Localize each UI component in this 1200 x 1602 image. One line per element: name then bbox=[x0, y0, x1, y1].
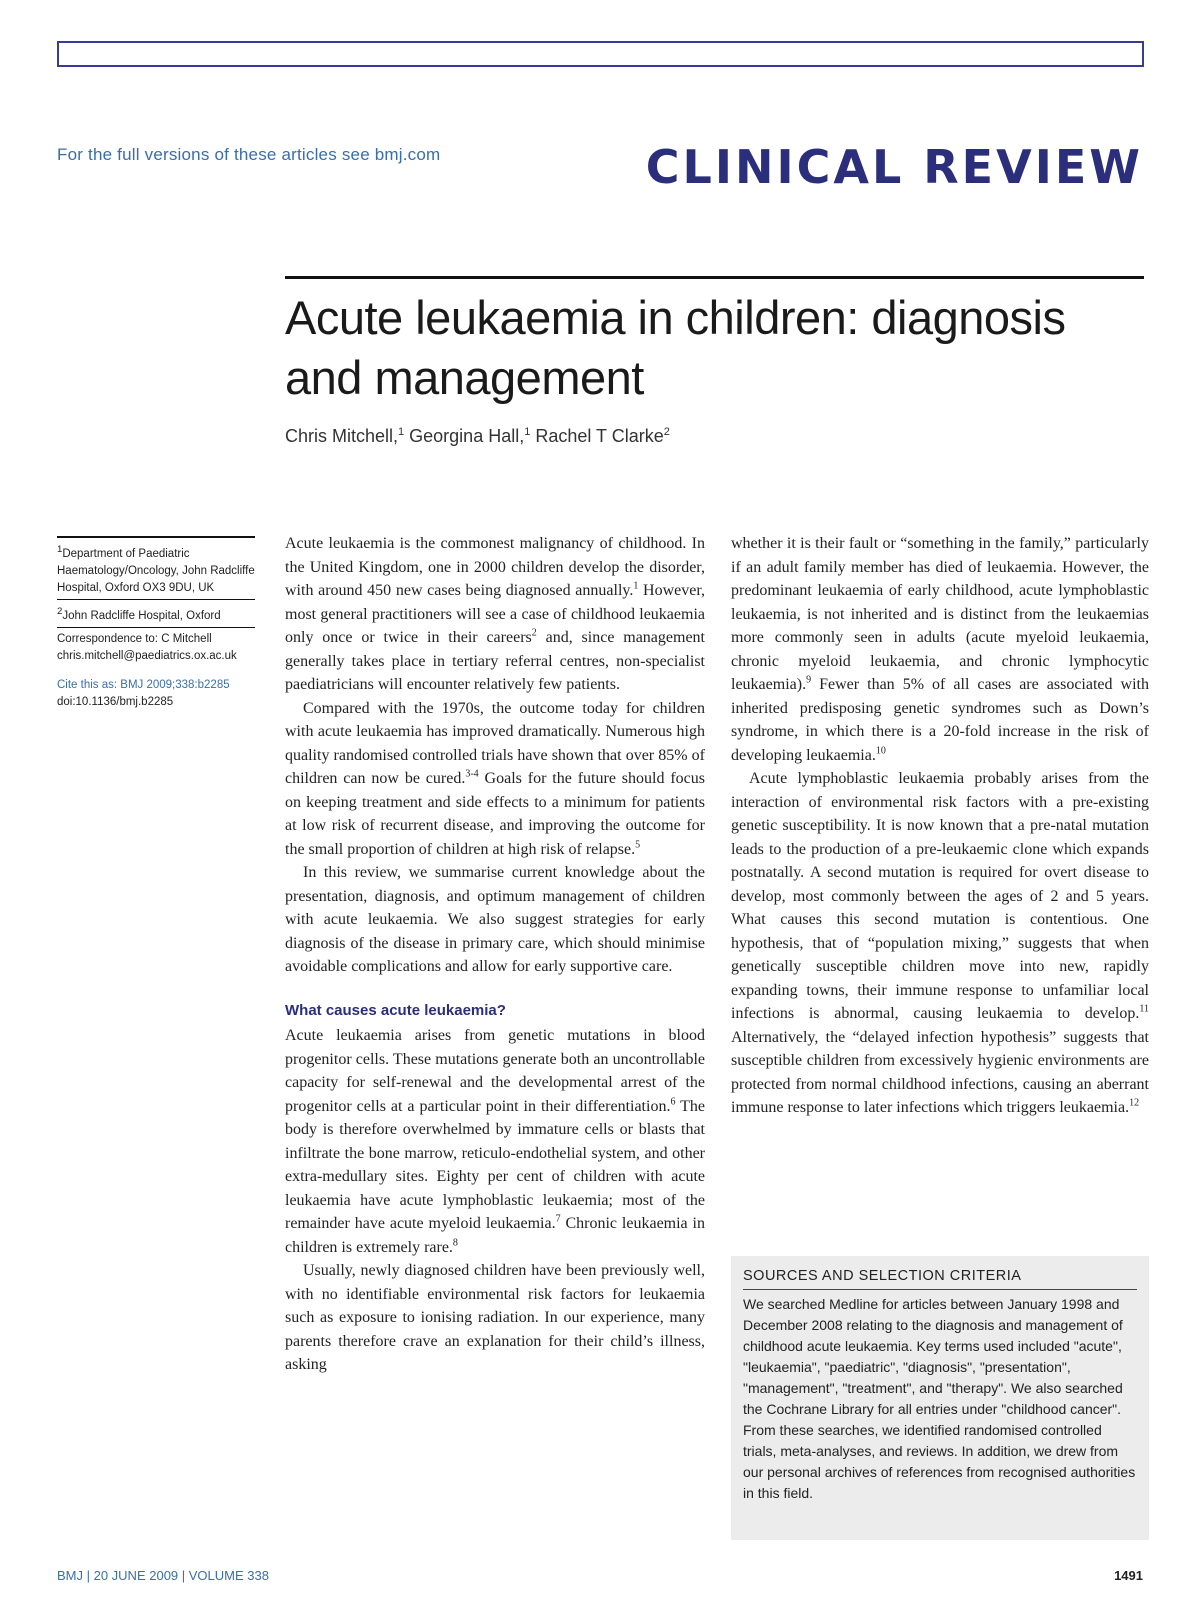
author-name: Rachel T Clarke bbox=[530, 426, 664, 446]
reference-marker[interactable]: 9 bbox=[806, 674, 812, 686]
text: whether it is their fault or “something in the family,” particularly if an adult family member has died of leukaemia. However, the predominant leukaemia of early childhood, acute lymphoblastic leukaemia, is not inherited and is distinct from the leukaemias more commonly seen in adults (acute myeloid leukaemia, chronic myeloid leukaemia, and chronic lymphocytic leukaemia). bbox=[731, 535, 1149, 693]
reference-marker[interactable]: 3-4 bbox=[465, 768, 479, 780]
text: and, since management generally takes place in tertiary referral centres, non-specialist paediatricians will encounter relatively few patients. bbox=[285, 629, 705, 693]
paragraph bbox=[731, 532, 1149, 767]
affiliation-text: Department of Paediatric Haematology/Oncology, John Radcliffe Hospital, Oxford OX3 9DU, UK bbox=[57, 547, 255, 594]
full-versions-note: For the full versions of these articles see bmj.com bbox=[57, 145, 441, 164]
text: Alternatively, the “delayed infection hypothesis” suggests that susceptible children from excessively hygienic environments are protected from normal childhood infections, causing an aberrant immune response to later infections which triggers leukaemia. bbox=[731, 1028, 1149, 1116]
sources-box bbox=[731, 1256, 1149, 1540]
sources-body: We searched Medline for articles between January 1998 and December 2008 relating to the diagnosis and management of childhood acute leukaemia. Key terms used included "acute", "leukaemia", "paediatric", "diagnosis", "presentation", "management", "treatment", and "therapy". We also searched the Cochrane Library for all entries under "childhood cancer". From these searches, we identified randomised controlled trials, meta-analyses, and reviews. In addition, we drew from our personal archives of references from recognised authorities in this field. bbox=[743, 1296, 1136, 1501]
paragraph bbox=[285, 1024, 705, 1259]
sidebar-divider bbox=[57, 627, 255, 628]
header-frame bbox=[57, 41, 1144, 67]
citation: Cite this as: BMJ 2009;338:b2285 bbox=[57, 678, 230, 691]
reference-marker[interactable]: 12 bbox=[1129, 1097, 1140, 1109]
reference-marker[interactable]: 6 bbox=[670, 1096, 676, 1108]
author-list bbox=[285, 426, 670, 447]
text: Acute leukaemia arises from genetic mutations in blood progenitor cells. These mutations generate both an uncontrollable capacity for self-renewal and the developmental arrest of the progenitor cells at a particular point in their differentiation. bbox=[285, 1027, 705, 1115]
text: Chronic leukaemia in children is extremely rare. bbox=[285, 1215, 706, 1256]
text: Goals for the future should focus on keeping treatment and side effects to a minimum for patients at low risk of recurrent disease, and improving the outcome for the small proportion of children at high risk of relapse. bbox=[285, 770, 706, 858]
affiliation-2 bbox=[57, 603, 255, 625]
journal-footer: BMJ | 20 JUNE 2009 | VOLUME 338 bbox=[57, 1568, 269, 1583]
affiliation-1 bbox=[57, 541, 255, 597]
reference-marker[interactable]: 8 bbox=[452, 1237, 458, 1249]
page-number: 1491 bbox=[1114, 1568, 1143, 1583]
text: Fewer than 5% of all cases are associated with inherited predisposing genetic syndromes such as Down’s syndrome, in which there is a 20-fold increase in the risk of developing leukaemia. bbox=[731, 676, 1149, 764]
reference-marker[interactable]: 5 bbox=[635, 839, 641, 851]
title-rule bbox=[285, 276, 1144, 279]
reference-marker[interactable]: 11 bbox=[1139, 1003, 1149, 1015]
author-affiliation-ref: 1 bbox=[398, 426, 405, 438]
sources-heading: SOURCES AND SELECTION CRITERIA bbox=[743, 1266, 1137, 1290]
doi[interactable]: doi:10.1136/bmj.b2285 bbox=[57, 695, 174, 708]
sidebar-rule bbox=[57, 536, 255, 538]
paragraph bbox=[285, 532, 705, 697]
body-column-1 bbox=[285, 532, 705, 1377]
article-title: Acute leukaemia in children: diagnosis and management bbox=[285, 291, 1066, 404]
author-name: Georgina Hall, bbox=[404, 426, 525, 446]
text: Acute lymphoblastic leukaemia probably arises from the interaction of environmental risk factors with a pre-existing genetic susceptibility. It is now known that a pre-natal mutation leads to the production of a pre-leukaemic clone which expands postnatally. A second mutation is required for overt disease to develop, most commonly between the ages of 2 and 5 years. What causes this second mutation is contentious. One hypothesis, that of “population mixing,” suggests that when genetically susceptible children move into new, rapidly expanding towns, their immune response to unfamiliar local infections is abnormal, causing leukaemia to develop. bbox=[731, 770, 1149, 1022]
affiliations-sidebar bbox=[57, 536, 255, 711]
affiliation-marker: 1 bbox=[57, 544, 63, 555]
paragraph: In this review, we summarise current knowledge about the presentation, diagnosis, and optimum management of children with acute leukaemia. We also suggest strategies for early diagnosis of the disease in primary care, which should minimise avoidable complications and allow for early supportive care. bbox=[285, 864, 705, 975]
reference-marker[interactable]: 1 bbox=[633, 580, 639, 592]
sidebar-divider bbox=[57, 599, 255, 600]
reference-marker[interactable]: 10 bbox=[875, 745, 886, 757]
reference-marker[interactable]: 2 bbox=[531, 627, 537, 639]
text: Compared with the 1970s, the outcome today for children with acute leukaemia has improved dramatically. Numerous high quality randomised controlled trials have shown that over 85% of children can now be cured. bbox=[285, 699, 705, 787]
affiliation-text: John Radcliffe Hospital, Oxford bbox=[62, 609, 221, 622]
author-affiliation-ref: 2 bbox=[663, 426, 670, 438]
text: Acute leukaemia is the commonest malignancy of childhood. In the United Kingdom, one in 2000 children develop the disorder, with around 450 new cases being diagnosed annually. bbox=[285, 535, 705, 599]
paragraph bbox=[731, 767, 1149, 1120]
author-affiliation-ref: 1 bbox=[524, 426, 531, 438]
email-link[interactable]: chris.mitchell@paediatrics.ox.ac.uk bbox=[57, 649, 237, 662]
affiliation-marker: 2 bbox=[57, 605, 63, 617]
text: However, most general practitioners will see a case of childhood leukaemia only once or twice in their careers bbox=[285, 582, 706, 646]
reference-marker[interactable]: 7 bbox=[555, 1213, 561, 1225]
section-heading: CLINICAL REVIEW bbox=[645, 140, 1143, 194]
paragraph: Usually, newly diagnosed children have been previously well, with no identifiable environmental risk factors for leukaemia such as exposure to ionising radiation. In our experience, many parents therefore crave an explanation for their child’s illness, asking bbox=[285, 1262, 705, 1373]
section-subheading: What causes acute leukaemia? bbox=[285, 1001, 506, 1019]
text: The body is therefore overwhelmed by immature cells or blasts that infiltrate the bone marrow, reticulo-endothelial system, and other extra-medullary sites. Eighty per cent of children with acute leukaemia have acute lymphoblastic leukaemia; most of the remainder have acute myeloid leukaemia. bbox=[285, 1097, 705, 1232]
author-name: Chris Mitchell, bbox=[285, 426, 399, 446]
paragraph bbox=[285, 697, 705, 862]
body-column-2 bbox=[731, 532, 1149, 1120]
correspondence: Correspondence to: C Mitchell bbox=[57, 632, 212, 645]
